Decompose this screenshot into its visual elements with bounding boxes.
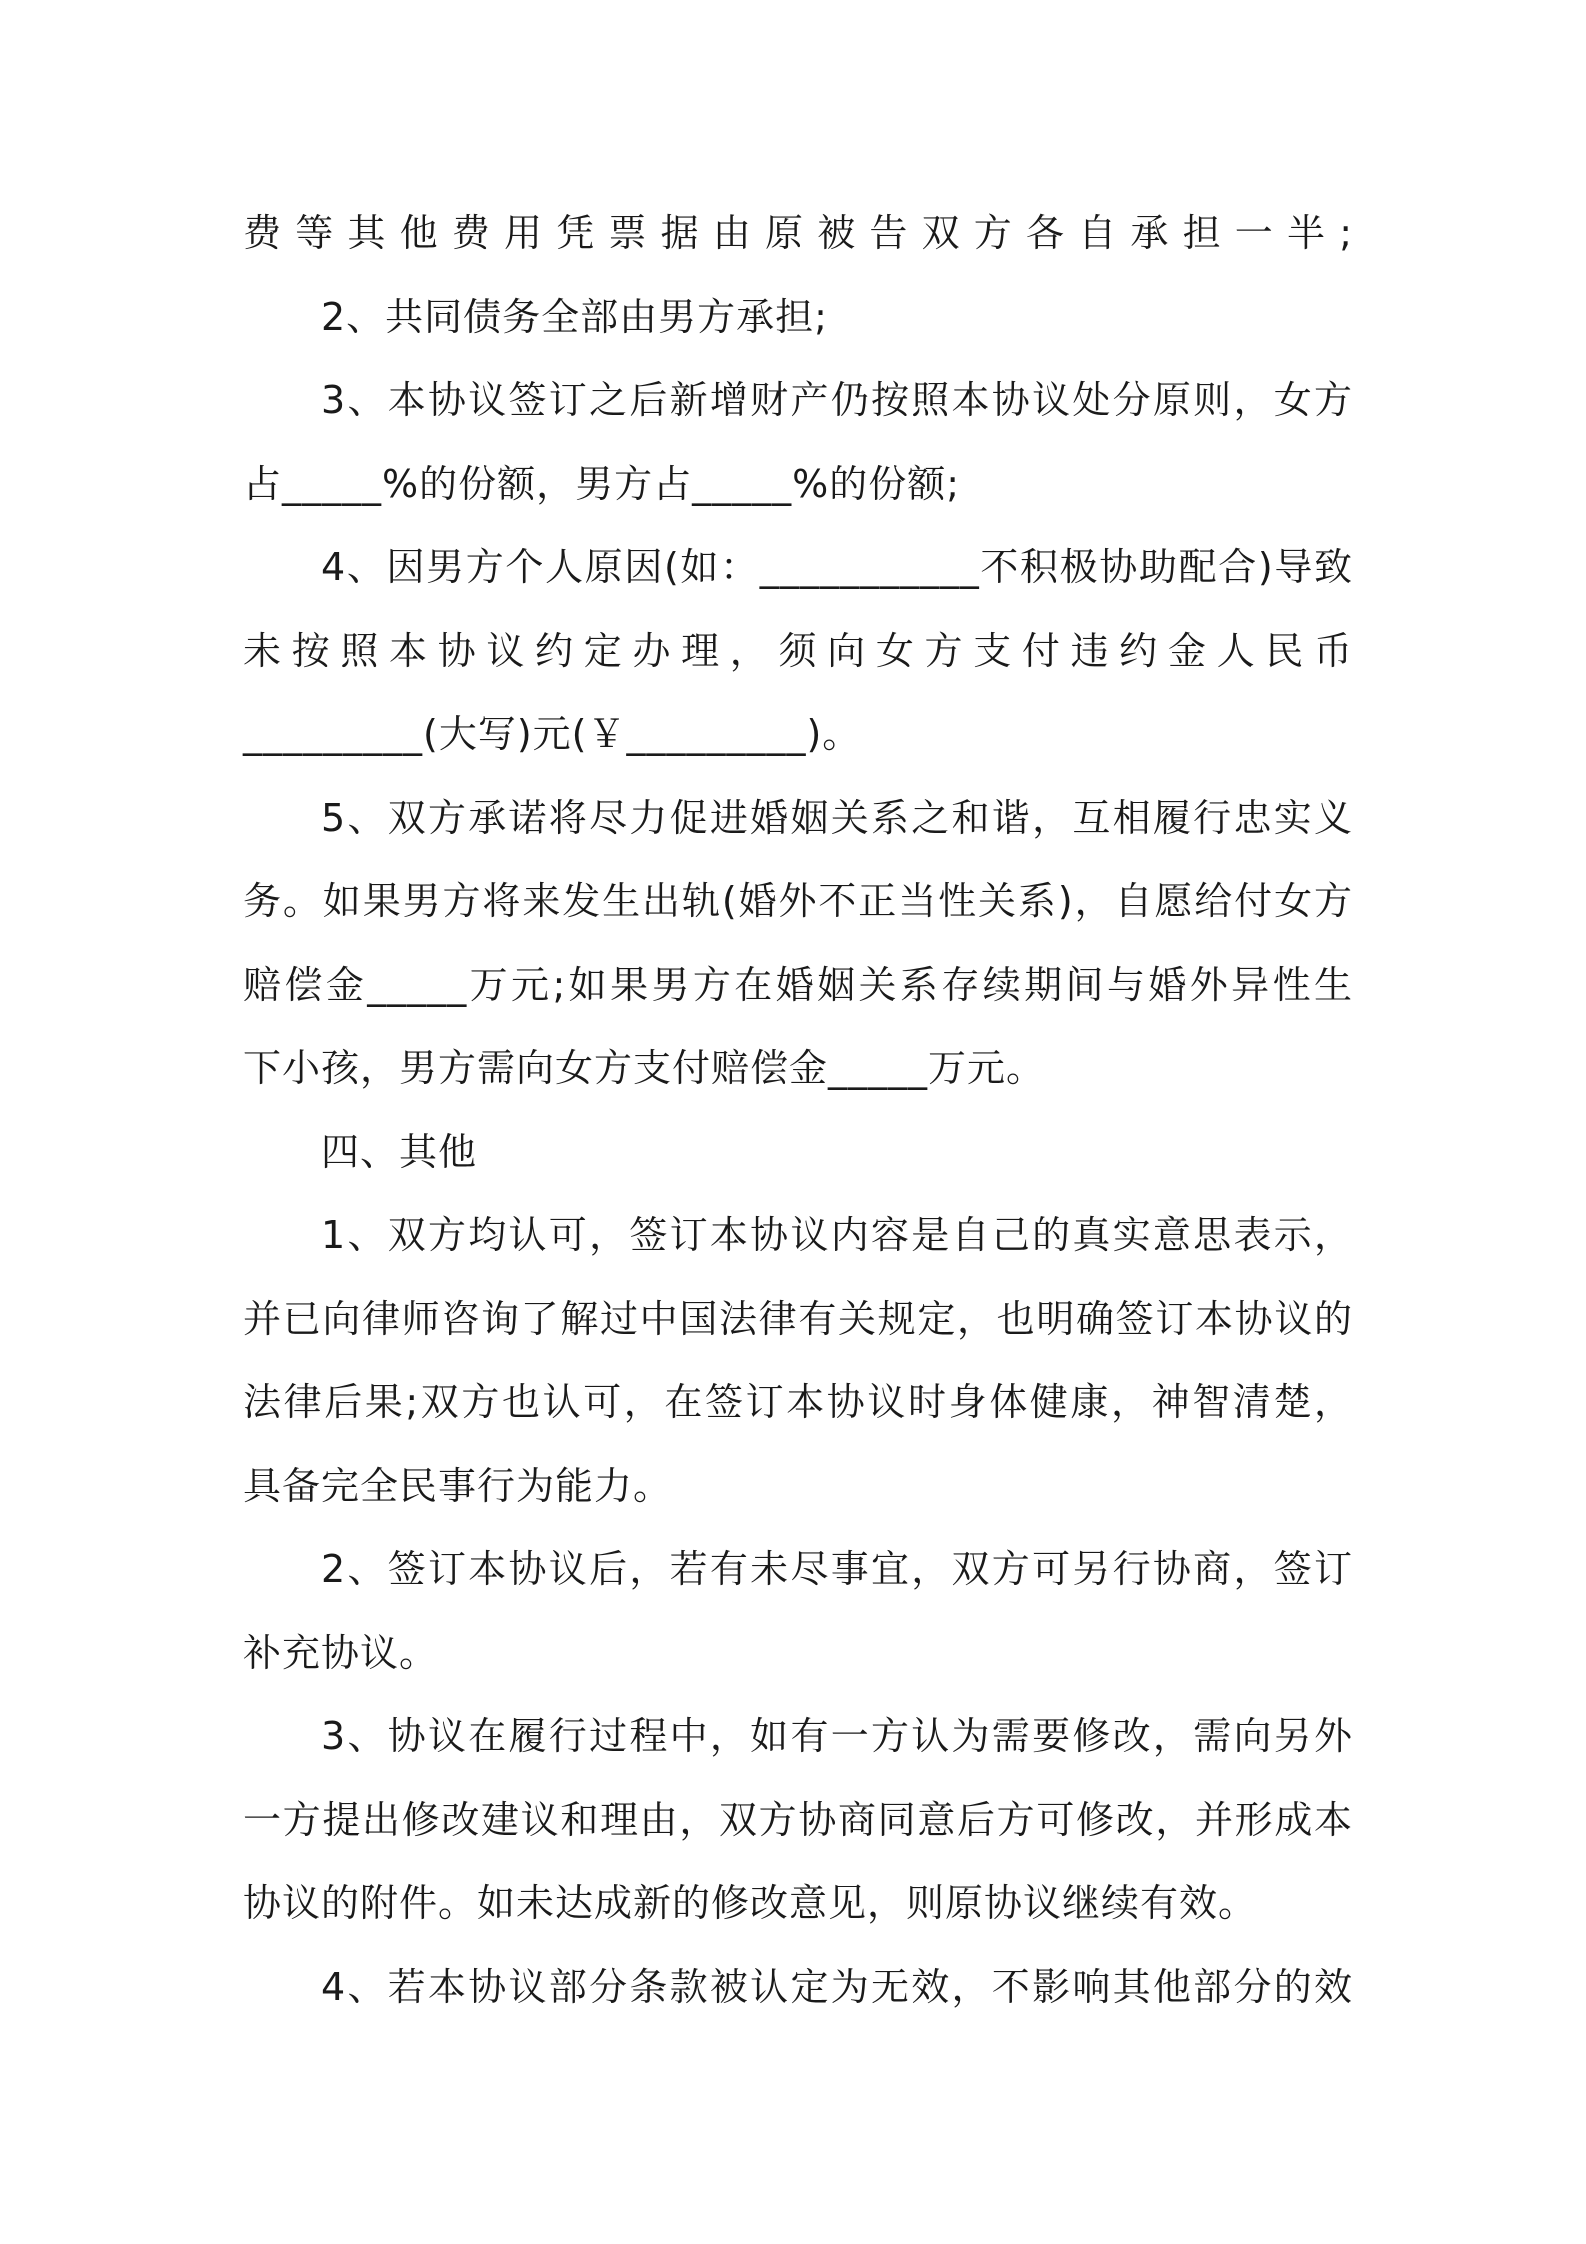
clause-3-new-property: 3、本协议签订之后新增财产仍按照本协议处分原则，女方 bbox=[321, 378, 1353, 422]
other-clause-4: 4、若本协议部分条款被认定为无效，不影响其他部分的效 bbox=[321, 1964, 1353, 2009]
text-line: 协议的附件。如未达成新的修改意见，则原协议继续有效。 bbox=[243, 1881, 1258, 1925]
text-line: 赔偿金_____万元;如果男方在婚姻关系存续期间与婚外异性生 bbox=[243, 962, 1353, 1007]
text-line: 具备完全民事行为能力。 bbox=[243, 1463, 673, 1508]
other-clause-3: 3、协议在履行过程中，如有一方认为需要修改，需向另外 bbox=[321, 1714, 1353, 1758]
document-body bbox=[243, 192, 1353, 2029]
other-clause-2: 2、签订本协议后，若有未尽事宜，双方可另行协商，签订 bbox=[321, 1547, 1353, 1591]
text-line: 下小孩，男方需向女方支付赔偿金_____万元。 bbox=[243, 1046, 1046, 1090]
text-line: 一方提出修改建议和理由，双方协商同意后方可修改，并形成本 bbox=[243, 1797, 1353, 1842]
other-clause-1: 1、双方均认可，签订本协议内容是自己的真实意思表示， bbox=[321, 1213, 1353, 1257]
text-line: 占_____%的份额，男方占_____%的份额; bbox=[243, 461, 961, 506]
text-line: _________(大写)元(￥_________)。 bbox=[243, 712, 862, 756]
text-line: 费等其他费用凭票据由原被告双方各自承担一半; bbox=[243, 211, 1353, 255]
clause-4-breach: 4、因男方个人原因(如：___________不积极协助配合)导致 bbox=[321, 545, 1353, 589]
clause-2-debts: 2、共同债务全部由男方承担; bbox=[321, 294, 828, 339]
text-line: 务。如果男方将来发生出轨(婚外不正当性关系)，自愿给付女方 bbox=[243, 879, 1353, 923]
text-line: 补充协议。 bbox=[243, 1630, 439, 1675]
text-line: 并已向律师咨询了解过中国法律有关规定，也明确签订本协议的 bbox=[243, 1296, 1353, 1341]
clause-5-fidelity: 5、双方承诺将尽力促进婚姻关系之和谐，互相履行忠实义 bbox=[321, 795, 1353, 840]
text-line: 法律后果;双方也认可，在签订本协议时身体健康，神智清楚， bbox=[243, 1380, 1353, 1424]
section-heading-other: 四、其他 bbox=[321, 1129, 478, 1174]
text-line: 未按照本协议约定办理，须向女方支付违约金人民币 bbox=[243, 628, 1353, 673]
